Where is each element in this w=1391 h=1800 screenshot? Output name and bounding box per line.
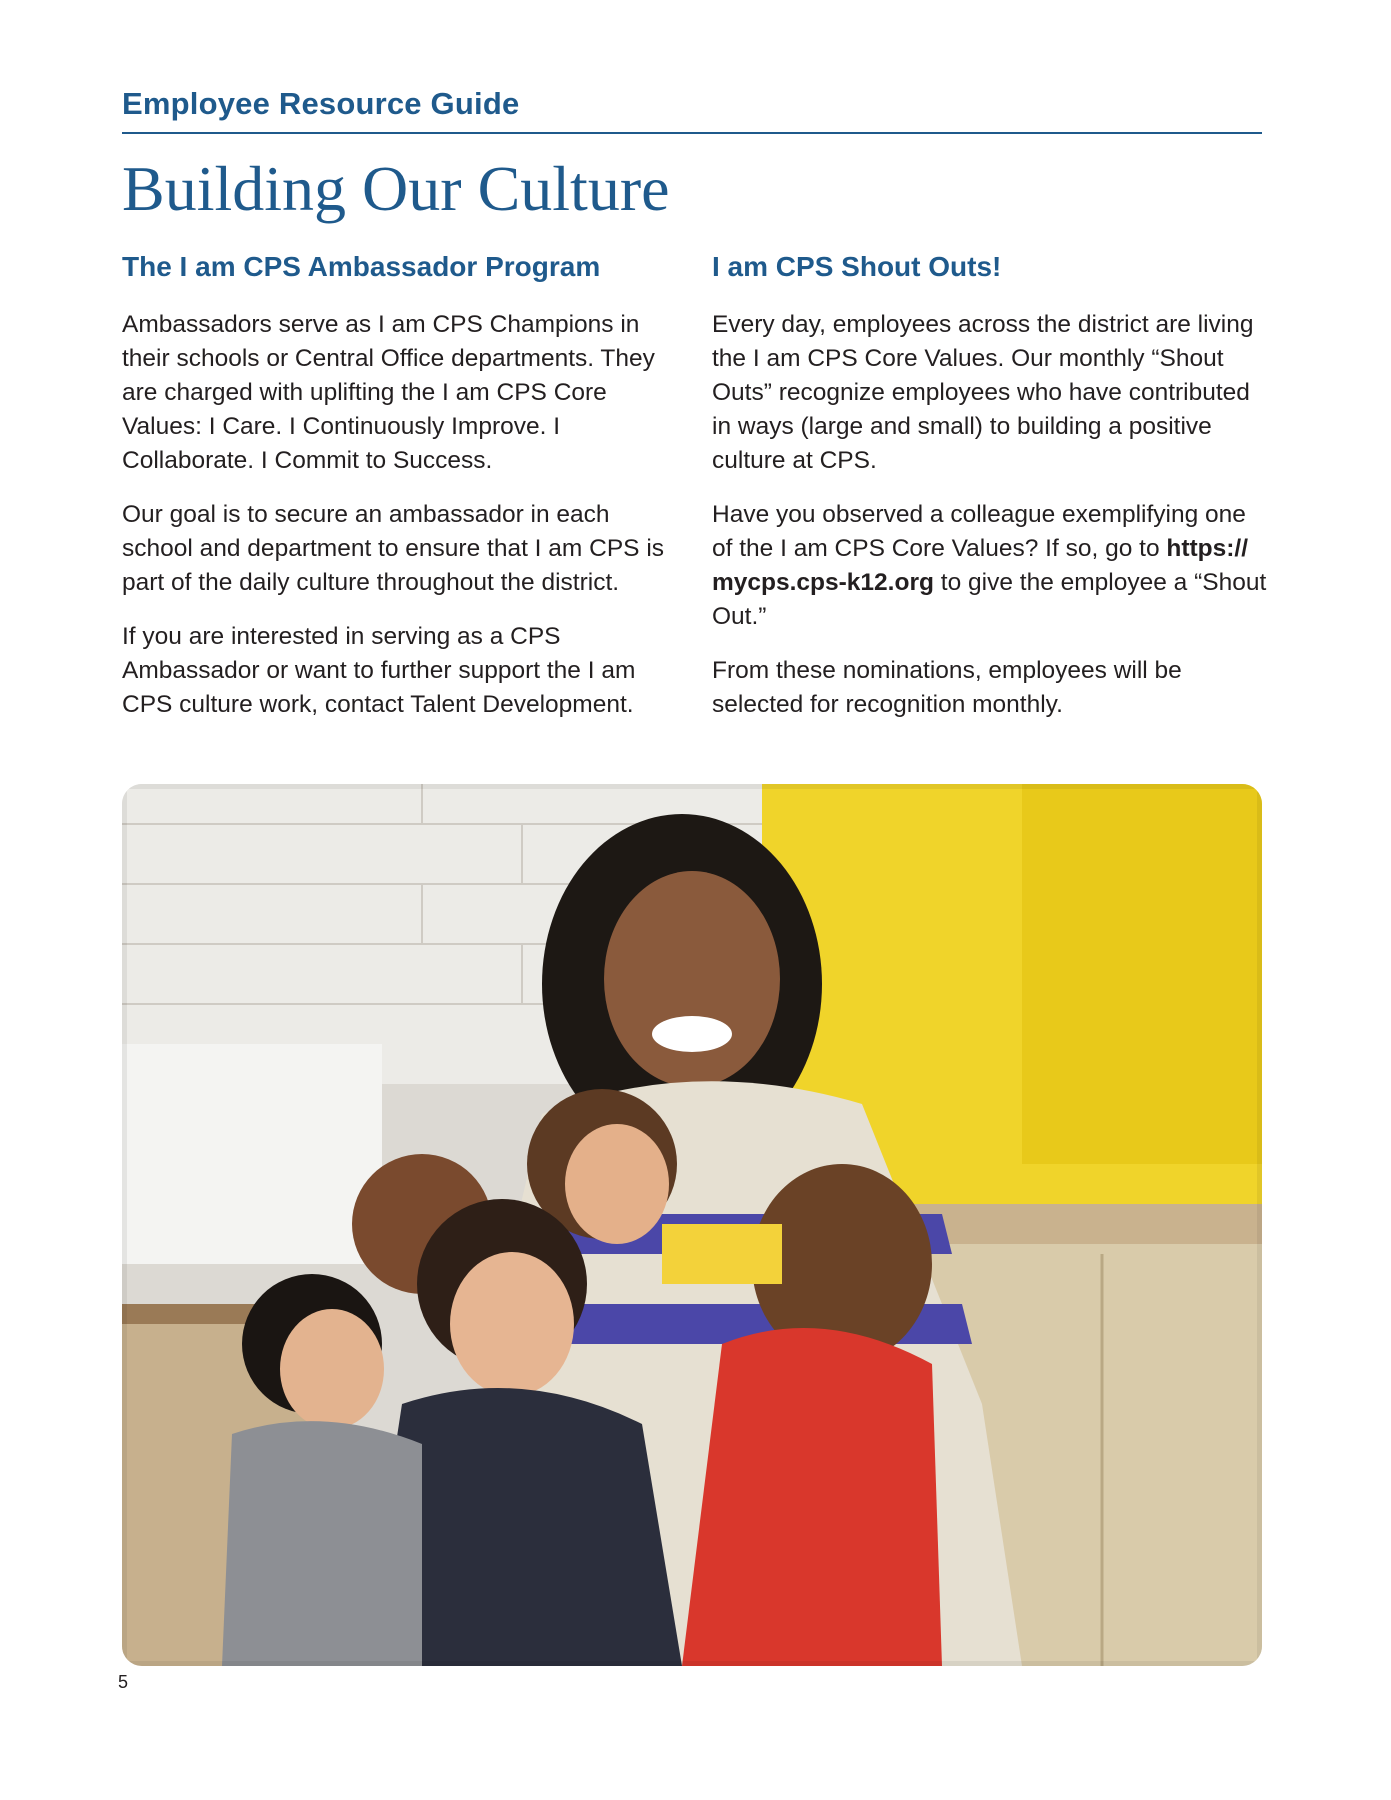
header-rule [122, 132, 1262, 134]
shout-outs-paragraph-1: Every day, employees across the district are living the I am CPS Core Values. Our monthly “Shout Outs” recognize employees who have contributed in ways (large and small) to building a positive culture at CPS. [712, 311, 1254, 474]
ambassador-program-heading: The I am CPS Ambassador Program [122, 251, 601, 282]
teacher-hugging-students-photo [122, 784, 1262, 1666]
shout-outs-heading: I am CPS Shout Outs! [712, 251, 1002, 282]
ambassador-paragraph-2: Our goal is to secure an ambassador in each school and department to ensure that I am CPS is part of the daily culture throughout the district. [122, 501, 665, 596]
shout-outs-text-before-link: Have you observed a colleague exemplifying one of the I am CPS Core Values? If so, go to [712, 501, 1246, 562]
photo-illustration [122, 784, 1262, 1666]
shout-outs-text-after-link: to give the employee a “Shout Out.” [712, 569, 1267, 630]
document-section-label: Employee Resource Guide [122, 86, 520, 121]
shout-outs-paragraph-2 [712, 498, 1272, 634]
page-title: Building Our Culture [122, 153, 670, 224]
shout-outs-column [712, 248, 1272, 742]
shout-outs-paragraph-3: From these nominations, employees will be selected for recognition monthly. [712, 657, 1182, 718]
ambassador-program-column [122, 248, 682, 742]
mycps-link[interactable]: https:// mycps.cps-k12.org [712, 535, 1249, 596]
page-number: 5 [118, 1672, 129, 1692]
ambassador-paragraph-1: Ambassadors serve as I am CPS Champions in their schools or Central Office departments. They are charged with uplifting the I am CPS Core Values: I Care. I Continuously Improve. I Collaborate. I Commit to Success. [122, 311, 655, 474]
ambassador-paragraph-3: If you are interested in serving as a CPS Ambassador or want to further support the I am CPS culture work, contact Talent Development. [122, 623, 636, 718]
